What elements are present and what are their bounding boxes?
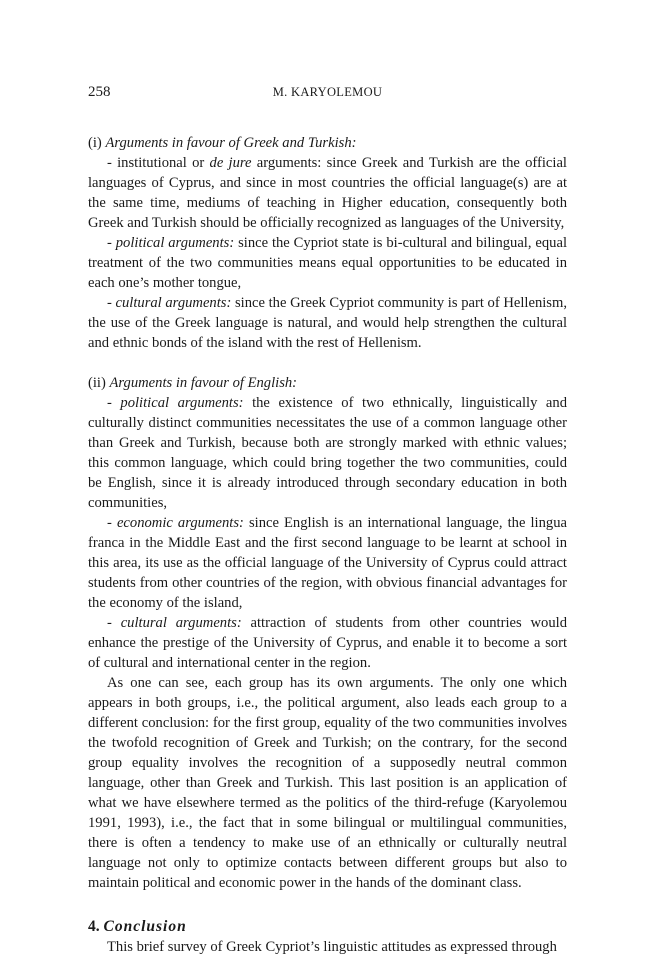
cultural-lead-i: - cultural arguments: bbox=[107, 295, 232, 311]
section-gap bbox=[88, 893, 567, 917]
section-i-label: (i) bbox=[88, 135, 106, 151]
economic-arguments-paragraph bbox=[88, 513, 567, 613]
cultural-text-i: since the Greek Cypriot community is part of Hellenism, the use of the Greek language is natural, and would help strengthen the cultural and ethnic bonds of the island with the rest of Hellenism. bbox=[88, 295, 567, 351]
running-title: M. KARYOLEMOU bbox=[272, 85, 383, 99]
running-head bbox=[88, 84, 567, 104]
economic-lead: - economic arguments: bbox=[107, 515, 244, 531]
institutional-text: arguments: since Greek and Turkish are the official languages of Cyprus, and since in most countries the official language(s) are at the same time, mediums of teaching in Higher education, consequently both Greek and Turkish should be officially recognized as languages of the University, bbox=[88, 155, 567, 231]
cultural-arguments-paragraph-ii bbox=[88, 613, 567, 673]
cultural-text-ii: attraction of students from other countries would enhance the prestige of the University of Cyprus, and enable it to become a sort of cultural and international center in the region. bbox=[88, 615, 567, 671]
political-lead-ii: - political arguments: bbox=[107, 395, 244, 411]
institutional-arguments-paragraph bbox=[88, 153, 567, 233]
institutional-lead: - institutional or bbox=[107, 155, 210, 171]
section-ii-title: Arguments in favour of English: bbox=[109, 375, 298, 391]
conclusion-title: Conclusion bbox=[103, 918, 187, 935]
section-gap bbox=[88, 353, 567, 373]
political-text-i: since the Cypriot state is bi-cultural and bilingual, equal treatment of the two communities means equal opportunities to be educated in each one’s mother tongue, bbox=[88, 235, 567, 291]
discussion-paragraph: As one can see, each group has its own arguments. The only one which appears in both groups, i.e., the political argument, also leads each group to a different conclusion: for the first group, equality of the two communities involves the twofold recognition of Greek and Turkish; on the contrary, for the second group equality involves the recognition of a supposedly neutral common language, other than Greek and Turkish. This last position is an application of what we have elsewhere termed as the politics of the third-refuge (Karyolemou 1991, 1993), i.e., the fact that in some bilingual or multilingual communities, there is often a tendency to make use of an ethnically or culturally neutral language not only to optimize contacts between different groups but also to maintain political and economic power in the hands of the dominant class. bbox=[88, 675, 567, 891]
page-number: 258 bbox=[88, 84, 111, 100]
section-ii-label: (ii) bbox=[88, 375, 110, 391]
conclusion-number: 4. bbox=[88, 918, 104, 935]
political-arguments-paragraph-ii bbox=[88, 393, 567, 513]
section-i-heading bbox=[88, 133, 567, 153]
cultural-arguments-paragraph-i bbox=[88, 293, 567, 353]
conclusion-paragraph: This brief survey of Greek Cypriot’s linguistic attitudes as expressed through bbox=[107, 939, 557, 955]
political-text-ii: the existence of two ethnically, linguistically and culturally distinct communities necessitates the use of a common language other than Greek and Turkish, because both are strongly marked with ethnic values; this common language, which could bring together the two communities, could be English, since it is already introduced through secondary education in both communities, bbox=[88, 395, 568, 511]
section-i-title: Arguments in favour of Greek and Turkish: bbox=[105, 135, 357, 151]
de-jure-term: de jure bbox=[209, 155, 252, 171]
political-lead-i: - political arguments: bbox=[107, 235, 235, 251]
economic-text: since English is an international language, the lingua franca in the Middle East and the first second language to be learnt at school in this area, its use as the official language of the University of Cyprus could attract students from other countries of the region, with obvious financial advantages for the economy of the island, bbox=[88, 515, 567, 611]
article-body bbox=[88, 133, 567, 957]
conclusion-heading bbox=[88, 917, 567, 937]
cultural-lead-ii: - cultural arguments: bbox=[107, 615, 242, 631]
section-ii-heading bbox=[88, 373, 567, 393]
political-arguments-paragraph-i bbox=[88, 233, 567, 293]
